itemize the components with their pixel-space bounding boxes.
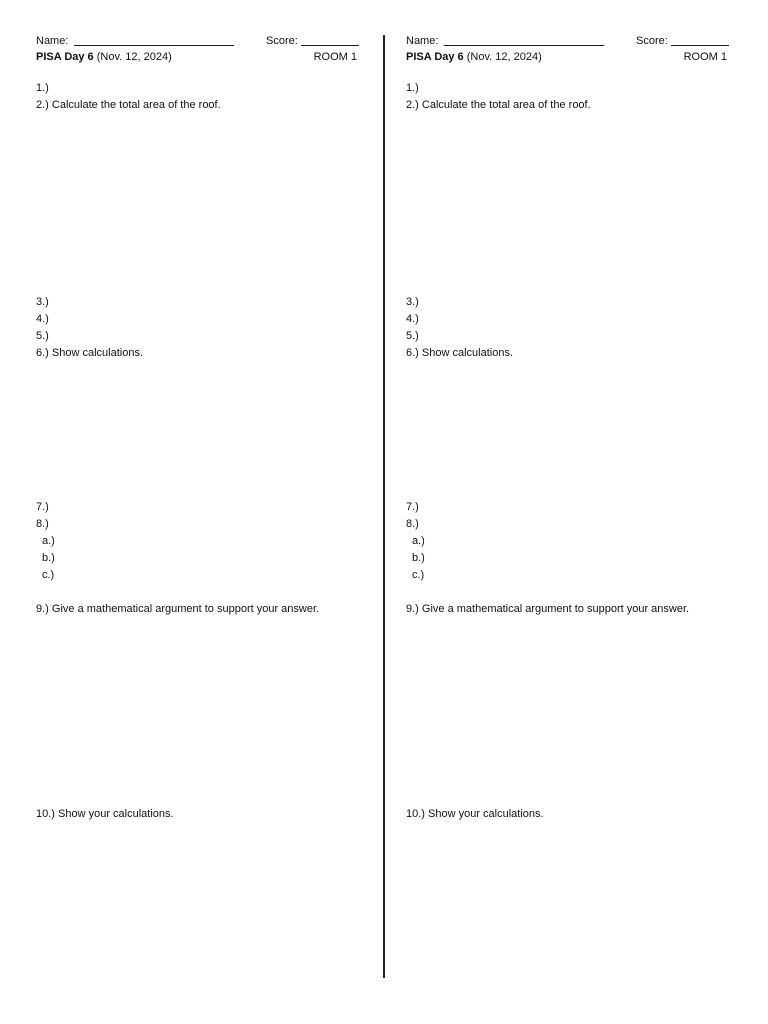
question-8b: b.) <box>42 552 55 564</box>
score-label: Score: <box>636 35 668 47</box>
name-blank[interactable] <box>74 45 234 46</box>
answer-sheet-left <box>36 0 362 1024</box>
sheet-title <box>36 51 172 64</box>
question-7: 7.) <box>406 501 419 513</box>
name-label: Name: <box>36 35 69 47</box>
sheet-date: (Nov. 12, 2024) <box>96 51 172 63</box>
question-8a: a.) <box>42 535 55 547</box>
name-label: Name: <box>406 35 439 47</box>
question-7: 7.) <box>36 501 49 513</box>
score-blank[interactable] <box>671 45 729 46</box>
question-10: 10.) Show your calculations. <box>406 808 544 820</box>
question-3: 3.) <box>36 296 49 308</box>
question-4: 4.) <box>36 313 49 325</box>
sheet-title-bold: PISA Day 6 <box>406 51 464 63</box>
sheet-title-bold: PISA Day 6 <box>36 51 94 63</box>
question-6: 6.) Show calculations. <box>36 347 143 359</box>
question-8c: c.) <box>412 569 425 581</box>
question-8b: b.) <box>412 552 425 564</box>
question-8c: c.) <box>42 569 55 581</box>
answer-sheet-right <box>406 0 732 1024</box>
question-4: 4.) <box>406 313 419 325</box>
question-9: 9.) Give a mathematical argument to support your answer. <box>406 603 690 615</box>
question-2: 2.) Calculate the total area of the roof. <box>36 99 221 111</box>
column-divider <box>383 35 385 978</box>
question-2: 2.) Calculate the total area of the roof. <box>406 99 591 111</box>
score-blank[interactable] <box>301 45 359 46</box>
room-label: ROOM 1 <box>683 51 727 63</box>
question-1: 1.) <box>36 82 49 94</box>
name-blank[interactable] <box>444 45 604 46</box>
question-1: 1.) <box>406 82 419 94</box>
room-label: ROOM 1 <box>313 51 357 63</box>
question-8: 8.) <box>406 518 419 530</box>
sheet-title <box>406 51 542 64</box>
question-8: 8.) <box>36 518 49 530</box>
question-5: 5.) <box>406 330 419 342</box>
question-5: 5.) <box>36 330 49 342</box>
question-3: 3.) <box>406 296 419 308</box>
question-6: 6.) Show calculations. <box>406 347 513 359</box>
question-10: 10.) Show your calculations. <box>36 808 174 820</box>
sheet-date: (Nov. 12, 2024) <box>466 51 542 63</box>
question-9: 9.) Give a mathematical argument to support your answer. <box>36 603 320 615</box>
score-label: Score: <box>266 35 298 47</box>
question-8a: a.) <box>412 535 425 547</box>
